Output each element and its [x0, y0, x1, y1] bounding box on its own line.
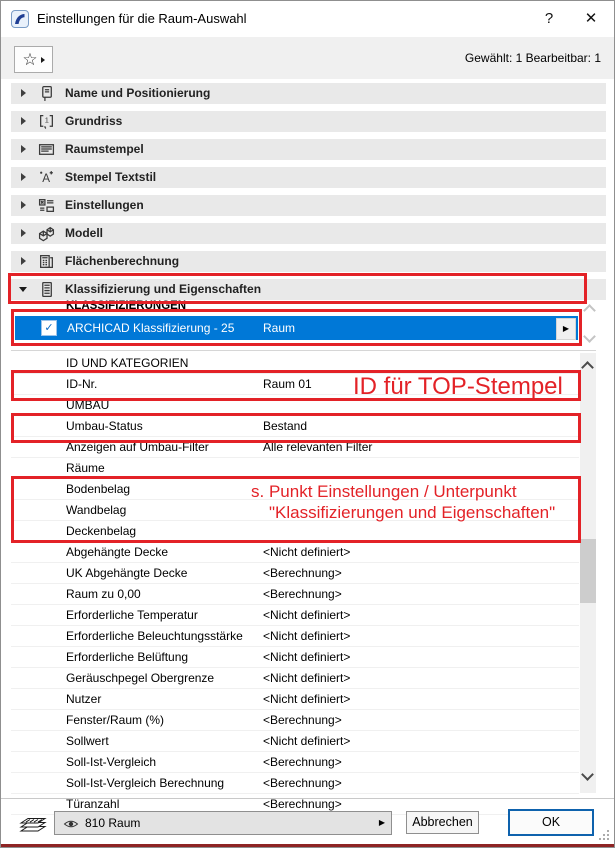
star-icon: ☆	[22, 50, 38, 69]
panel-einstellungen[interactable]: Einstellungen	[11, 195, 606, 216]
property-value: <Nicht definiert>	[263, 671, 351, 685]
property-value: Raum 01	[263, 377, 312, 391]
room-stamp-icon	[38, 141, 55, 158]
panel-grundriss[interactable]: 1 Grundriss	[11, 111, 606, 132]
property-label: Räume	[66, 461, 105, 475]
property-label: UK Abgehängte Decke	[66, 566, 188, 580]
eye-icon	[63, 817, 79, 835]
property-row[interactable]	[11, 521, 579, 542]
ok-button[interactable]: OK	[508, 809, 594, 836]
property-value: <Berechnung>	[263, 797, 342, 811]
svg-text:1: 1	[44, 115, 49, 125]
property-row[interactable]	[11, 752, 579, 773]
property-label: Nutzer	[66, 692, 102, 706]
property-value: <Berechnung>	[263, 755, 342, 769]
settings-accordion	[11, 83, 606, 307]
close-icon[interactable]: ✕	[584, 10, 598, 27]
property-label: Umbau-Status	[66, 419, 143, 433]
property-label: ID UND KATEGORIEN	[66, 356, 189, 370]
selection-status: Gewählt: 1 Bearbeitbar: 1	[464, 51, 601, 65]
divider	[11, 350, 596, 351]
property-label: Soll-Ist-Vergleich	[66, 755, 157, 769]
property-row[interactable]	[11, 542, 579, 563]
layer-combo[interactable]	[54, 811, 392, 835]
property-label: Fenster/Raum (%)	[66, 713, 165, 727]
property-row[interactable]	[11, 563, 579, 584]
layer-combo-value: 810 Raum	[85, 816, 141, 830]
collapsed-triangle-icon	[21, 257, 26, 265]
favorites-button[interactable]	[14, 46, 53, 73]
footer-divider	[1, 798, 614, 799]
property-row[interactable]	[11, 605, 579, 626]
property-value: <Nicht definiert>	[263, 629, 351, 643]
collapsed-triangle-icon	[21, 229, 26, 237]
properties-list	[11, 353, 579, 811]
text-style-icon	[38, 169, 55, 186]
property-label: Soll-Ist-Vergleich Berechnung	[66, 776, 225, 790]
property-row[interactable]	[11, 689, 579, 710]
property-label: Wandbelag	[66, 503, 127, 517]
expanded-triangle-icon	[19, 287, 27, 292]
classification-system: ARCHICAD Klassifizierung - 25	[67, 321, 235, 335]
archicad-logo-icon	[11, 10, 29, 28]
cancel-button[interactable]: Abbrechen	[406, 811, 479, 834]
help-button[interactable]: ?	[544, 10, 554, 27]
property-value: Bestand	[263, 419, 308, 433]
mini-scroll-down-icon[interactable]	[585, 328, 597, 340]
property-value: Alle relevanten Filter	[263, 440, 373, 454]
property-label: Bodenbelag	[66, 482, 131, 496]
property-value: <Berechnung>	[263, 713, 342, 727]
scroll-up-icon[interactable]	[583, 359, 592, 377]
property-row[interactable]	[11, 416, 579, 437]
property-label: Erforderliche Belüftung	[66, 650, 189, 664]
property-label: Türanzahl	[66, 797, 120, 811]
property-row[interactable]	[11, 584, 579, 605]
panel-stempel-textstil[interactable]: A Stempel Textstil	[11, 167, 606, 188]
classification-row[interactable]	[15, 316, 578, 340]
property-row[interactable]	[11, 437, 579, 458]
property-label: UMBAU	[66, 398, 110, 412]
combo-flyout-arrow-icon: ▶	[378, 818, 385, 827]
model-3d-icon	[38, 225, 55, 242]
property-value: <Berechnung>	[263, 566, 342, 580]
property-row[interactable]	[11, 458, 579, 479]
property-row[interactable]	[11, 395, 579, 416]
title-bar	[1, 1, 614, 37]
property-value: <Berechnung>	[263, 776, 342, 790]
property-row[interactable]	[11, 479, 579, 500]
dialog-title: Einstellungen für die Raum-Auswahl	[37, 11, 247, 26]
classifications-header: KLASSIFIZIERUNGEN	[66, 300, 187, 312]
property-label: Abgehängte Decke	[66, 545, 169, 559]
classification-document-icon	[38, 281, 55, 298]
floorplan-icon	[38, 113, 55, 130]
annotation-raeume-line1: s. Punkt Einstellungen / Unterpunkt	[251, 482, 517, 501]
panel-flaechenberechnung[interactable]: Flächenberechnung	[11, 251, 606, 272]
layers-icon	[17, 811, 49, 840]
resize-grip[interactable]	[599, 830, 609, 840]
flyout-arrow-icon	[41, 57, 45, 63]
classification-flyout-button[interactable]: ▶	[556, 318, 576, 340]
annotation-id-note: ID für TOP-Stempel	[353, 373, 563, 400]
property-value: <Nicht definiert>	[263, 650, 351, 664]
property-label: Geräuschpegel Obergrenze	[66, 671, 215, 685]
bottom-red-edge	[1, 844, 614, 847]
properties-scrollbar[interactable]	[580, 353, 596, 793]
scroll-down-icon[interactable]	[583, 766, 592, 784]
property-value: <Nicht definiert>	[263, 734, 351, 748]
property-value: <Nicht definiert>	[263, 545, 351, 559]
property-row[interactable]	[11, 500, 579, 521]
svg-text:A: A	[42, 171, 51, 185]
property-row[interactable]	[11, 731, 579, 752]
annotation-raeume-line2: "Klassifizierungen und Eigenschaften"	[269, 503, 556, 522]
property-row[interactable]	[11, 626, 579, 647]
collapsed-triangle-icon	[21, 117, 26, 125]
collapsed-triangle-icon	[21, 89, 26, 97]
panel-raumstempel[interactable]: Raumstempel	[11, 139, 606, 160]
collapsed-triangle-icon	[21, 201, 26, 209]
property-row[interactable]	[11, 374, 579, 395]
settings-list-icon	[38, 197, 55, 214]
area-calculation-icon	[38, 253, 55, 270]
collapsed-triangle-icon	[21, 173, 26, 181]
panel-modell[interactable]: Modell	[11, 223, 606, 244]
classification-value: Raum	[263, 321, 296, 335]
property-label: Erforderliche Temperatur	[66, 608, 198, 622]
property-label: ID-Nr.	[66, 377, 98, 391]
panel-name-positionierung[interactable]: Name und Positionierung	[11, 83, 606, 104]
collapsed-triangle-icon	[21, 145, 26, 153]
favorites-toolbar	[1, 37, 614, 79]
property-label: Erforderliche Beleuchtungsstärke	[66, 629, 243, 643]
property-label: Deckenbelag	[66, 524, 137, 538]
property-row[interactable]	[11, 353, 579, 374]
property-value: <Nicht definiert>	[263, 692, 351, 706]
scrollbar-thumb[interactable]	[580, 539, 596, 603]
property-row[interactable]	[11, 668, 579, 689]
property-row[interactable]	[11, 647, 579, 668]
property-label: Anzeigen auf Umbau-Filter	[66, 440, 209, 454]
property-label: Raum zu 0,00	[66, 587, 141, 601]
mini-scroll-up-icon[interactable]	[585, 302, 597, 314]
property-row[interactable]	[11, 773, 579, 794]
panel-klassifizierung[interactable]: Klassifizierung und Eigenschaften	[11, 279, 606, 300]
property-value: <Nicht definiert>	[263, 608, 351, 622]
name-positioning-icon	[38, 85, 55, 102]
property-label: Sollwert	[66, 734, 109, 748]
property-value: <Berechnung>	[263, 587, 342, 601]
classification-checkbox[interactable]: ✓	[41, 320, 57, 336]
property-row[interactable]	[11, 710, 579, 731]
